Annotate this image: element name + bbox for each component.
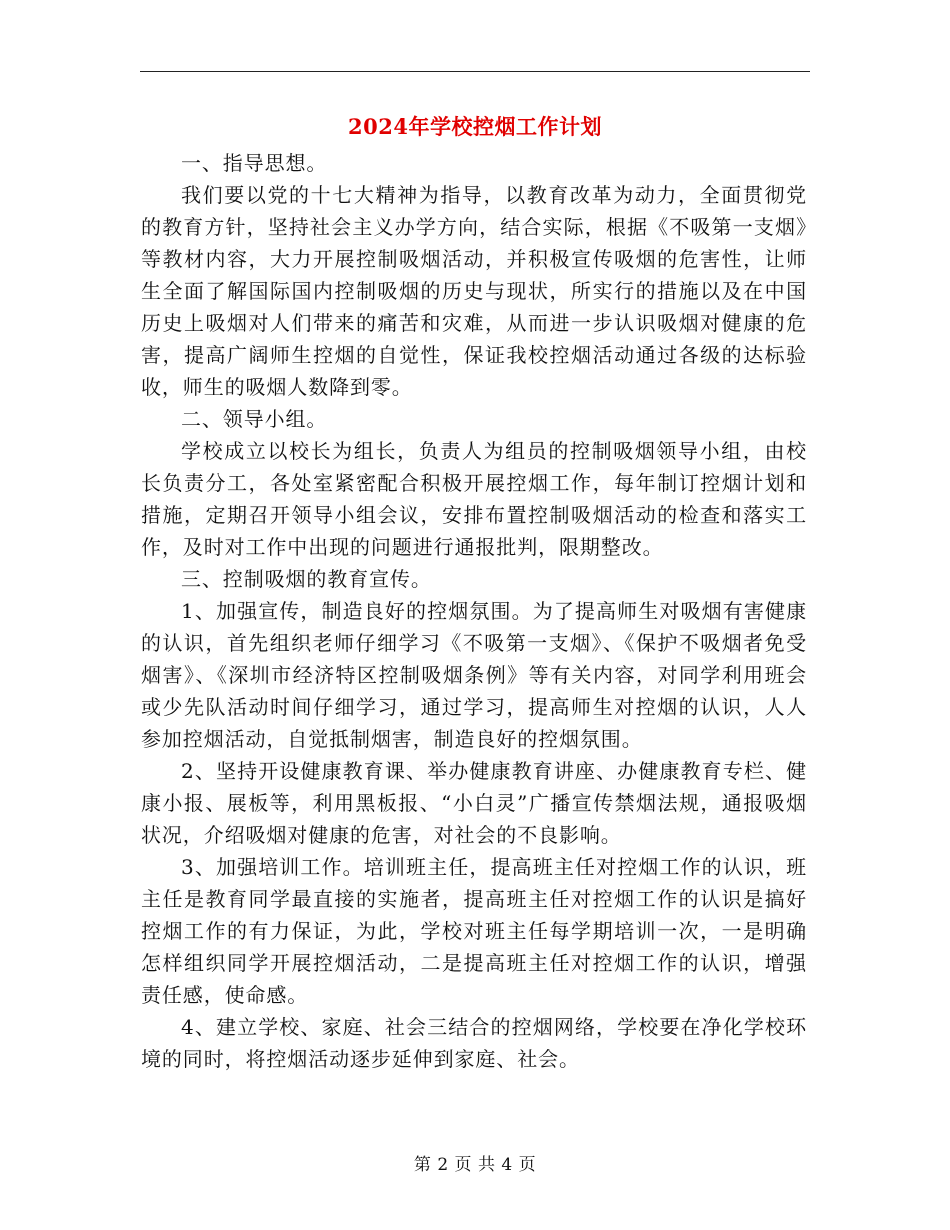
paragraph-item-4: 4、建立学校、家庭、社会三结合的控烟网络，学校要在净化学校环境的同时，将控烟活动逐步延伸到家庭、社会。 (141, 1015, 807, 1071)
page-footer (0, 1153, 950, 1177)
paragraph-item-2: 2、坚持开设健康教育课、举办健康教育讲座、办健康教育专栏、健康小报、展板等，利用黑板报、“小白灵”广播宣传禁烟法规，通报吸烟状况，介绍吸烟对健康的危害，对社会的不良影响。 (141, 759, 807, 847)
paragraph-leadership-group: 学校成立以校长为组长，负责人为组员的控制吸烟领导小组，由校长负责分工，各处室紧密配合积极开展控烟工作，每年制订控烟计划和措施，定期召开领导小组会议，安排布置控制吸烟活动的检查和落实工作，及时对工作中出现的问题进行通报批判，限期整改。 (141, 439, 807, 559)
heading-education-publicity: 三、控制吸烟的教育宣传。 (181, 567, 432, 591)
heading-leadership-group: 二、领导小组。 (181, 407, 328, 431)
header-rule (140, 71, 810, 72)
paragraph-item-3: 3、加强培训工作。培训班主任，提高班主任对控烟工作的认识，班主任是教育同学最直接的实施者，提高班主任对控烟工作的认识是搞好控烟工作的有力保证，为此，学校对班主任每学期培训一次，一是明确怎样组织同学开展控烟活动，二是提高班主任对控烟工作的认识，增强责任感，使命感。 (141, 855, 807, 1007)
page-number: 第 2 页 共 4 页 (413, 1155, 537, 1175)
document-title: 2024年学校控烟工作计划 (348, 114, 602, 139)
paragraph-item-1: 1、加强宣传，制造良好的控烟氛围。为了提高师生对吸烟有害健康的认识，首先组织老师仔细学习《不吸第一支烟》、《保护不吸烟者免受烟害》、《深圳市经济特区控制吸烟条例》等有关内容，对同学利用班会或少先队活动时间仔细学习，通过学习，提高师生对控烟的认识，人人参加控烟活动，自觉抵制烟害，制造良好的控烟氛围。 (141, 599, 807, 751)
paragraph-guiding-ideology: 我们要以党的十七大精神为指导，以教育改革为动力，全面贯彻党的教育方针，坚持社会主义办学方向，结合实际，根据《不吸第一支烟》等教材内容，大力开展控制吸烟活动，并积极宣传吸烟的危害性，让师生全面了解国际国内控制吸烟的历史与现状，所实行的措施以及在中国历史上吸烟对人们带来的痛苦和灾难，从而进一步认识吸烟对健康的危害，提高广阔师生控烟的自觉性，保证我校控烟活动通过各级的达标验收，师生的吸烟人数降到零。 (141, 183, 807, 399)
document-body (141, 147, 807, 1075)
heading-guiding-ideology: 一、指导思想。 (181, 151, 328, 175)
